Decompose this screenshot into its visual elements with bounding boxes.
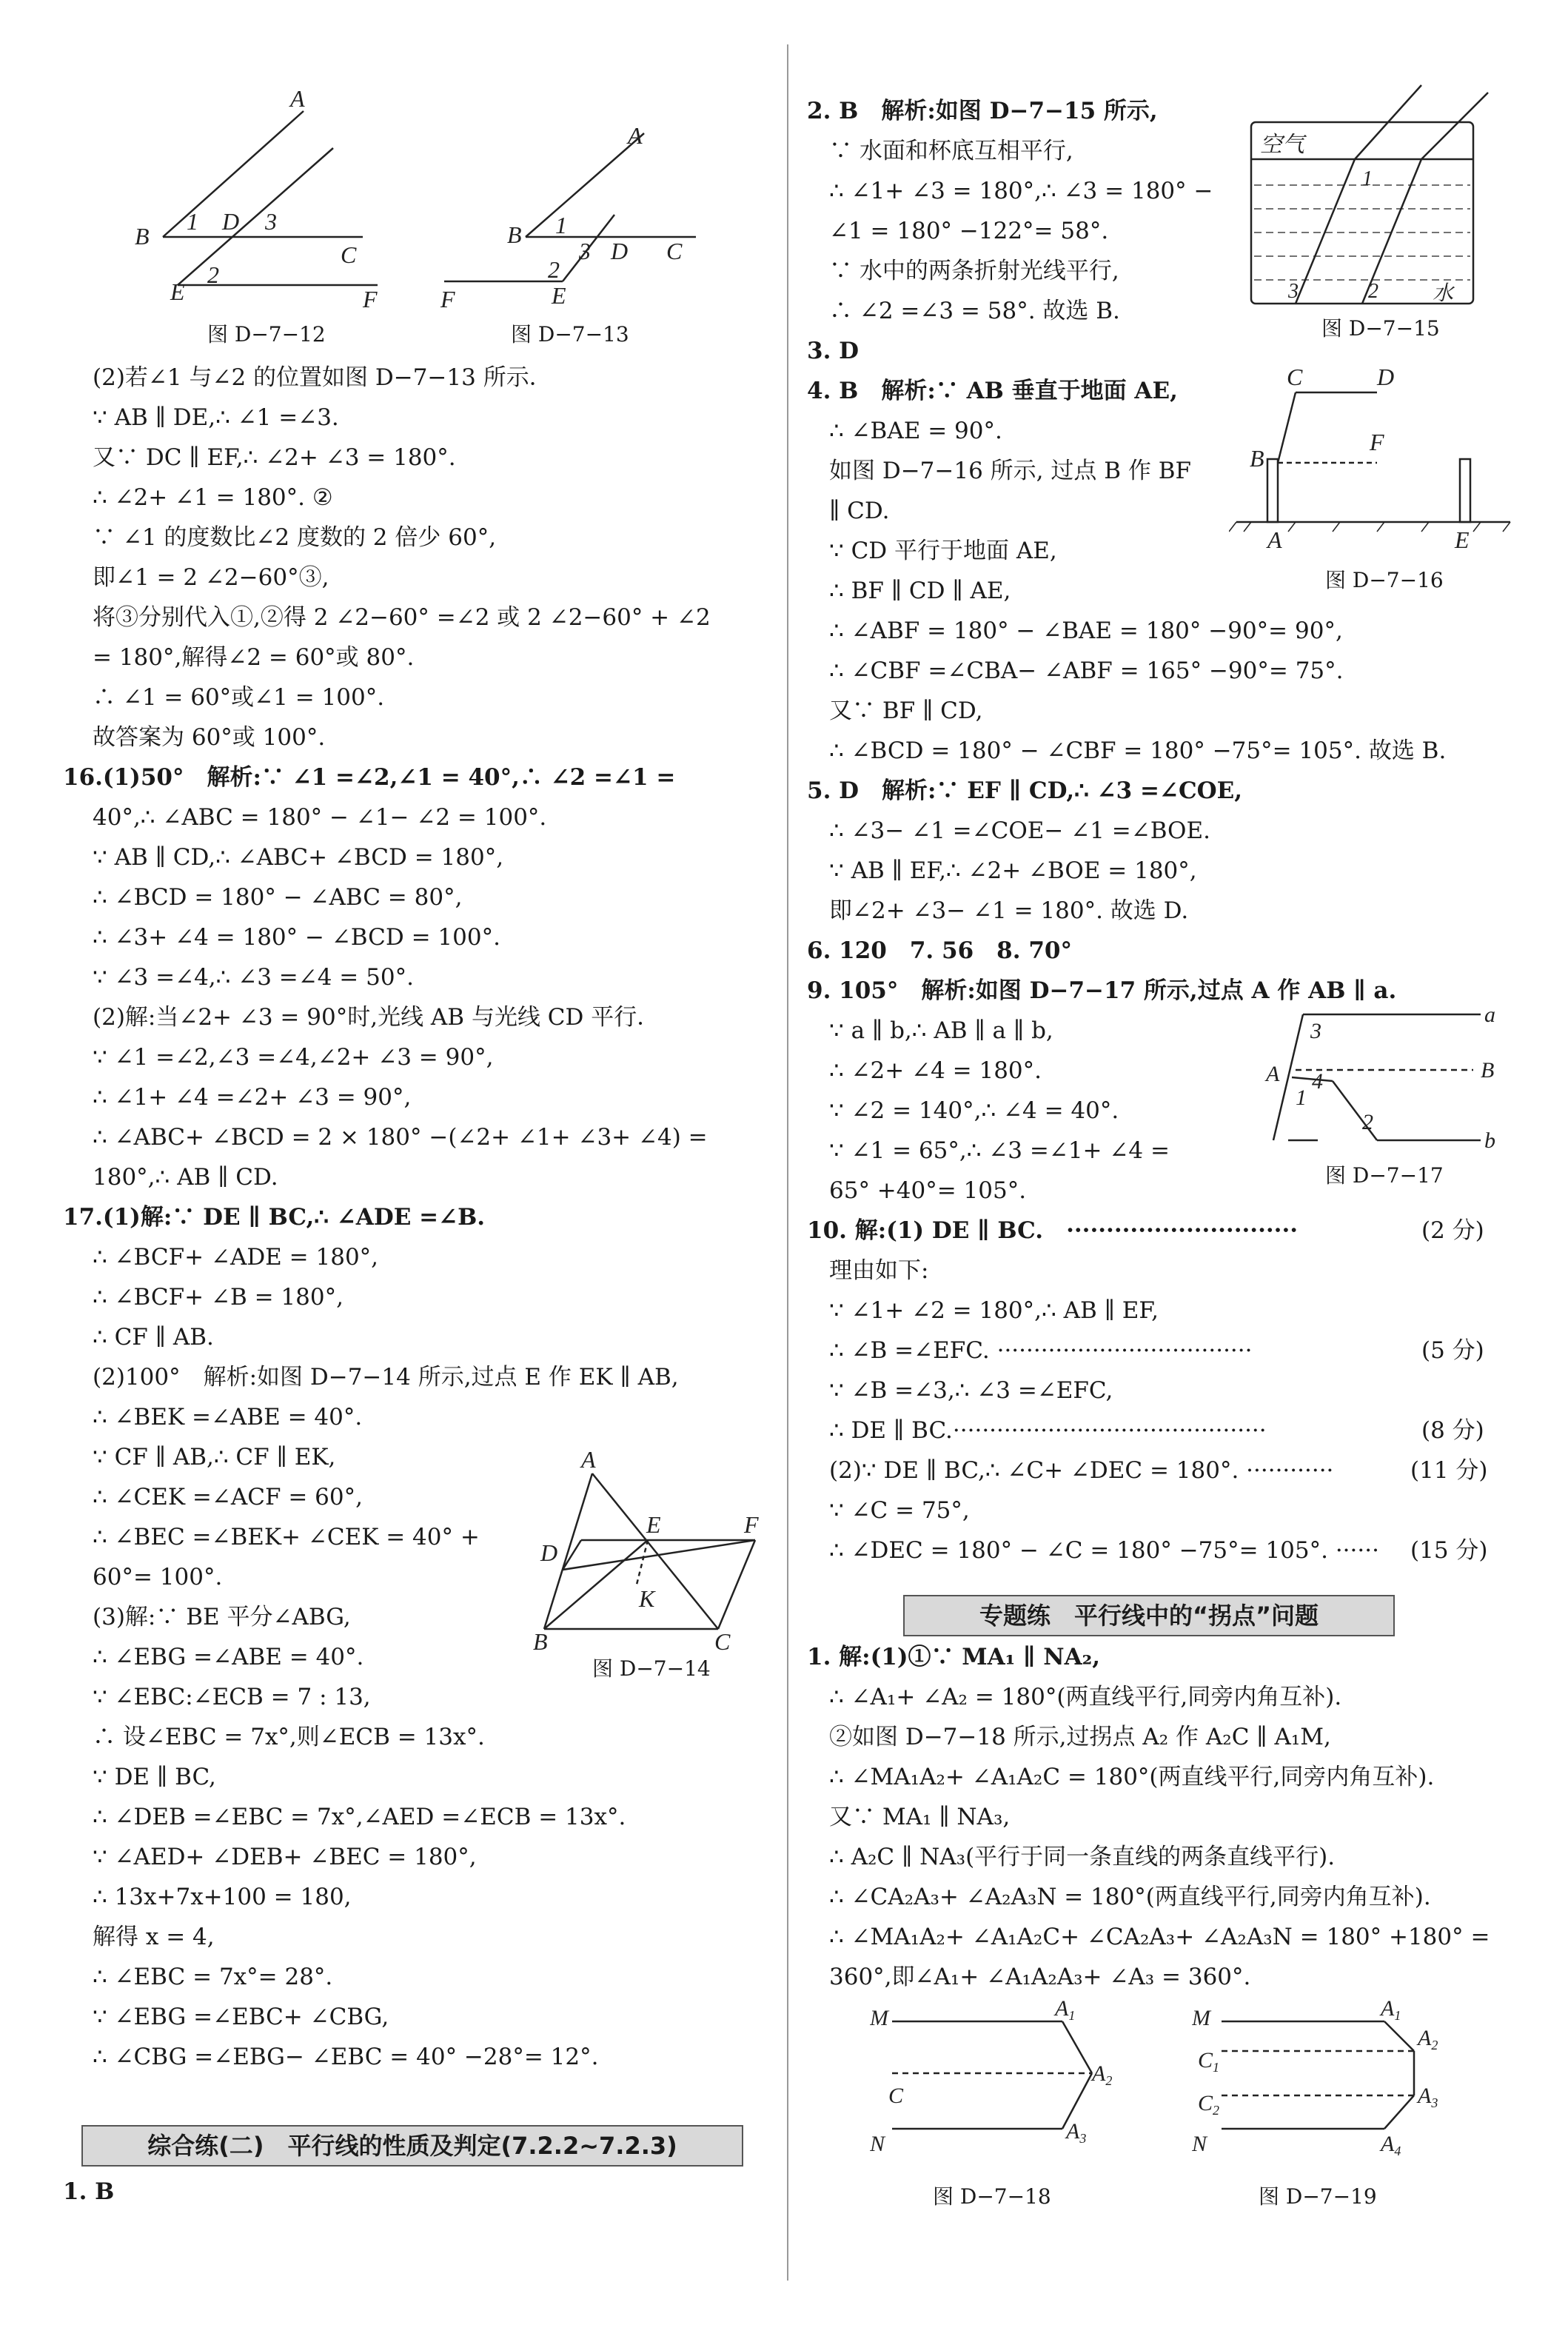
right-line: 又∵ BF ∥ CD, [829,697,983,724]
left-line: ∴ ∠BCD = 180° − ∠ABC = 80°, [93,884,463,911]
left-line: ∵ ∠EBC:∠ECB = 7 : 13, [93,1684,371,1710]
svg-text:F: F [440,286,455,312]
left-line: ∴ ∠BCF+ ∠B = 180°, [93,1284,344,1311]
svg-text:1: 1 [555,212,567,238]
right-line: ∴ ∠CA₂A₃+ ∠A₂A₃N = 180°(两直线平行,同旁内角互补). [829,1884,1431,1910]
right-line: ∵ a ∥ b,∴ AB ∥ a ∥ b, [829,1017,1053,1044]
figure-d-7-14 [529,1451,781,1651]
left-line: ∴ ∠EBC = 7x°= 28°. [93,1964,333,1990]
svg-text:D: D [1377,364,1395,390]
svg-text:A: A [290,89,305,112]
left-line: ∴ ∠1 = 60°或∠1 = 100°. [93,684,385,711]
left-line: ∵ AB ∥ DE,∴ ∠1 =∠3. [93,404,339,431]
svg-text:A: A [628,122,643,149]
figure-d-7-13 [437,118,703,318]
svg-text:B: B [1250,445,1264,472]
score-15: (15 分) [1410,1537,1488,1564]
right-line: 6. 120 7. 56 8. 70° [807,937,1072,964]
left-line: ∴ ∠ABC+ ∠BCD = 2 × 180° −(∠2+ ∠1+ ∠3+ ∠4) = [93,1124,708,1151]
svg-text:F: F [363,286,378,311]
svg-text:2: 2 [1362,1110,1373,1134]
svg-text:C2: $C_2$ [1198,2091,1220,2118]
svg-text:C: C [341,241,357,268]
right-line: 2. B 解析:如图 D−7−15 所示, [807,98,1158,124]
figure-d-7-17 [1259,992,1525,1155]
left-line: ∴ ∠CBG =∠EBG− ∠EBC = 40° −28°= 12°. [93,2044,599,2070]
svg-text:A1: $A_1$ [1381,1999,1401,2023]
left-line: ∴ ∠BEC =∠BEK+ ∠CEK = 40° + [93,1524,480,1550]
svg-text:A1: $A_1$ [1055,1999,1076,2023]
left-line: 17.(1)解:∵ DE ∥ BC,∴ ∠ADE =∠B. [63,1204,486,1231]
svg-text:K: K [639,1585,655,1612]
left-line: ∴ ∠BCF+ ∠ADE = 180°, [93,1244,379,1271]
right-line: ∥ CD. [829,498,890,524]
left-line: ∵ ∠AED+ ∠DEB+ ∠BEC = 180°, [93,1844,477,1870]
right-line: ∴ ∠1+ ∠3 = 180°,∴ ∠3 = 180° − [829,178,1213,204]
left-line: ∴ ∠DEB =∠EBC = 7x°,∠AED =∠ECB = 13x°. [93,1804,626,1830]
right-line: ∴ ∠CBF =∠CBA− ∠ABF = 165° −90°= 75°. [829,658,1344,684]
fig15-water-label: 水 [1433,282,1454,305]
svg-text:2: 2 [1368,280,1378,303]
left-line: 16.(1)50° 解析:∵ ∠1 =∠2,∠1 = 40°,∴ ∠2 =∠1 = [63,764,676,791]
svg-text:1: 1 [187,208,198,235]
svg-text:3: 3 [1288,280,1299,303]
svg-text:b: b [1484,1128,1495,1153]
right-line: ∴ ∠MA₁A₂+ ∠A₁A₂C+ ∠CA₂A₃+ ∠A₂A₃N = 180° +180° = [829,1924,1490,1950]
right-line: ∵ ∠1+ ∠2 = 180°,∴ AB ∥ EF, [829,1297,1159,1324]
left-line: ∴ 设∠EBC = 7x°,则∠ECB = 13x°. [93,1724,485,1750]
right-line: ∵ CD 平行于地面 AE, [829,538,1057,564]
right-line: ∵ ∠C = 75°, [829,1497,970,1524]
caption-d-7-12: 图 D−7−12 [207,322,326,347]
caption-d-7-18: 图 D−7−18 [933,2184,1051,2209]
section-banner-comprehensive: 综合练(二) 平行线的性质及判定(7.2.2~7.2.3) [81,2125,743,2167]
svg-text:E: E [170,278,185,305]
svg-text:B: B [507,221,522,248]
svg-text:2: 2 [207,261,219,288]
right-line: ②如图 D−7−18 所示,过拐点 A₂ 作 A₂C ∥ A₁M, [829,1724,1331,1750]
column-divider [787,44,788,2281]
right-line: ∵ 水中的两条折射光线平行, [829,258,1119,284]
left-line: ∵ ∠3 =∠4,∴ ∠3 =∠4 = 50°. [93,964,414,991]
figure-d-7-18 [870,1999,1122,2169]
svg-text:1: 1 [1296,1085,1307,1110]
svg-text:D: D [222,208,240,235]
svg-text:4: 4 [1312,1069,1323,1094]
right-line: ∴ ∠2 =∠3 = 58°. 故选 B. [829,298,1120,324]
left-line: ∵ ∠1 =∠2,∠3 =∠4,∠2+ ∠3 = 90°, [93,1044,494,1071]
score-2: (2 分) [1421,1217,1484,1244]
left-line: 将③分别代入①,②得 2 ∠2−60° =∠2 或 2 ∠2−60° + ∠2 [93,604,711,631]
left-line: ∴ ∠1+ ∠4 =∠2+ ∠3 = 90°, [93,1084,412,1111]
caption-d-7-16: 图 D−7−16 [1325,568,1444,592]
svg-text:C1: $C_1$ [1198,2048,1220,2075]
svg-text:B: B [533,1628,548,1651]
right-line: 即∠2+ ∠3− ∠1 = 180°. 故选 D. [829,897,1189,924]
right-line: 如图 D−7−16 所示, 过点 B 作 BF [829,458,1192,484]
left-line: ∴ ∠EBG =∠ABE = 40°. [93,1644,364,1670]
svg-text:C: C [666,238,683,264]
svg-text:D: D [540,1539,558,1566]
left-line: ∵ ∠EBG =∠EBC+ ∠CBG, [93,2004,389,2030]
svg-text:C: C [1287,364,1303,390]
svg-text:N: N [870,2132,885,2156]
svg-text:C: C [714,1628,731,1651]
left-line: (2)100° 解析:如图 D−7−14 所示,过点 E 作 EK ∥ AB, [93,1364,679,1391]
right-line: ∴ ∠MA₁A₂+ ∠A₁A₂C = 180°(两直线平行,同旁内角互补). [829,1764,1435,1790]
score-8: (8 分) [1421,1417,1484,1444]
right-line: 10. 解:(1) DE ∥ BC. ····························· [807,1217,1299,1244]
left-line: ∵ DE ∥ BC, [93,1764,216,1790]
svg-text:3: 3 [1310,1019,1321,1043]
svg-text:E: E [552,282,566,309]
svg-text:A: A [1267,526,1282,553]
svg-text:A: A [1266,1062,1280,1086]
left-last-answer: 1. B [63,2178,115,2205]
caption-d-7-19: 图 D−7−19 [1259,2184,1377,2209]
right-line: ∠1 = 180° −122°= 58°. [829,218,1109,244]
left-line: (2)若∠1 与∠2 的位置如图 D−7−13 所示． [93,364,552,391]
right-line: ∵ ∠1 = 65°,∴ ∠3 =∠1+ ∠4 = [829,1137,1170,1164]
left-line: = 180°,解得∠2 = 60°或 80°. [93,644,415,671]
right-line: 1. 解:(1)①∵ MA₁ ∥ NA₂, [807,1644,1100,1670]
svg-text:A2: $A_2$ [1092,2061,1113,2088]
right-line: ∴ DE ∥ BC.··········································· [829,1417,1267,1444]
right-line: ∵ AB ∥ EF,∴ ∠2+ ∠BOE = 180°, [829,857,1197,884]
right-line: ∴ ∠ABF = 180° − ∠BAE = 180° −90°= 90°, [829,618,1343,644]
right-line: ∵ ∠B =∠3,∴ ∠3 =∠EFC, [829,1377,1113,1404]
caption-d-7-13: 图 D−7−13 [511,322,629,347]
left-line: (3)解:∵ BE 平分∠ABG, [93,1604,351,1630]
left-line: (2)解:当∠2+ ∠3 = 90°时,光线 AB 与光线 CD 平行． [93,1004,660,1031]
svg-text:F: F [1370,429,1384,455]
svg-text:2: 2 [548,256,560,283]
right-line: 理由如下: [829,1257,929,1284]
left-line: ∴ ∠3+ ∠4 = 180° − ∠BCD = 100°. [93,924,500,951]
svg-text:A2: $A_2$ [1418,2026,1438,2052]
score-5: (5 分) [1421,1337,1484,1364]
svg-text:A3: $A_3$ [1418,2084,1438,2110]
right-line: 360°,即∠A₁+ ∠A₁A₂A₃+ ∠A₃ = 360°. [829,1964,1251,1990]
right-line: 又∵ MA₁ ∥ NA₃, [829,1804,1011,1830]
left-line: ∴ ∠BEK =∠ABE = 40°. [93,1404,363,1431]
right-line: ∴ ∠BCD = 180° − ∠CBF = 180° −75°= 105°. 故选 B. [829,737,1447,764]
left-line: 180°,∴ AB ∥ CD. [93,1164,278,1191]
svg-text:N: N [1192,2132,1207,2156]
left-line: 60°= 100°. [93,1564,223,1590]
svg-text:M: M [870,2006,888,2030]
left-line: 又∵ DC ∥ EF,∴ ∠2+ ∠3 = 180°. [93,444,456,471]
svg-text:3: 3 [265,208,277,235]
right-line: 5. D 解析:∵ EF ∥ CD,∴ ∠3 =∠COE, [807,777,1243,804]
left-line: ∵ ∠1 的度数比∠2 度数的 2 倍少 60°, [93,524,497,551]
right-line: ∴ A₂C ∥ NA₃(平行于同一条直线的两条直线平行). [829,1844,1336,1870]
svg-text:E: E [646,1511,661,1538]
right-line: ∵ ∠2 = 140°,∴ ∠4 = 40°. [829,1097,1119,1124]
caption-d-7-17: 图 D−7−17 [1325,1163,1444,1188]
figure-d-7-12 [126,89,392,311]
right-line: 4. B 解析:∵ AB 垂直于地面 AE, [807,378,1178,404]
right-line: ∴ BF ∥ CD ∥ AE, [829,578,1011,604]
svg-text:B: B [1481,1058,1495,1083]
svg-text:a: a [1484,1003,1495,1027]
caption-d-7-14: 图 D−7−14 [592,1656,711,1681]
right-line: 9. 105° 解析:如图 D−7−17 所示,过点 A 作 AB ∥ a. [807,977,1397,1004]
right-line: ∴ ∠2+ ∠4 = 180°. [829,1057,1042,1084]
svg-text:A4: $A_4$ [1381,2132,1401,2158]
left-line: ∴ ∠2+ ∠1 = 180°. ② [93,484,333,511]
right-line: (2)∵ DE ∥ BC,∴ ∠C+ ∠DEC = 180°. ············ [829,1457,1334,1484]
figure-d-7-16 [1229,363,1518,555]
figure-d-7-19 [1192,1999,1458,2169]
svg-text:C: C [888,2084,904,2108]
score-11: (11 分) [1410,1457,1488,1484]
svg-text:B: B [135,223,150,250]
svg-text:M: M [1192,2006,1210,2030]
svg-text:F: F [744,1511,759,1538]
left-line: ∴ ∠CEK =∠ACF = 60°, [93,1484,363,1510]
caption-d-7-15: 图 D−7−15 [1321,316,1440,341]
right-line: ∴ ∠DEC = 180° − ∠C = 180° −75°= 105°. ······ [829,1537,1379,1564]
left-line: ∵ AB ∥ CD,∴ ∠ABC+ ∠BCD = 180°, [93,844,504,871]
right-line: ∴ ∠B =∠EFC. ··································· [829,1337,1253,1364]
section-banner-special: 专题练 平行线中的“拐点”问题 [903,1595,1395,1636]
right-line: ∵ 水面和杯底互相平行, [829,138,1073,164]
svg-text:3: 3 [579,238,591,264]
left-line: ∴ CF ∥ AB. [93,1324,214,1351]
left-line: ∵ CF ∥ AB,∴ CF ∥ EK, [93,1444,336,1471]
right-line: ∴ ∠BAE = 90°. [829,418,1002,444]
left-line: 解得 x = 4, [93,1924,215,1950]
left-line: ∴ 13x+7x+100 = 180, [93,1884,352,1910]
figure-d-7-15 [1244,81,1525,311]
svg-text:1: 1 [1362,167,1373,190]
right-line: 65° +40°= 105°. [829,1177,1027,1204]
svg-text:A3: $A_3$ [1066,2119,1087,2146]
left-line: 即∠1 = 2 ∠2−60°③, [93,564,329,591]
svg-text:D: D [611,238,629,264]
right-line: ∴ ∠3− ∠1 =∠COE− ∠1 =∠BOE. [829,817,1210,844]
left-line: 40°,∴ ∠ABC = 180° − ∠1− ∠2 = 100°. [93,804,547,831]
left-line: 故答案为 60°或 100°. [93,724,326,751]
fig15-air-label: 空气 [1260,133,1304,157]
svg-text:A: A [581,1451,596,1473]
right-line: ∴ ∠A₁+ ∠A₂ = 180°(两直线平行,同旁内角互补). [829,1684,1342,1710]
right-line: 3. D [807,338,860,364]
svg-text:E: E [1455,526,1470,553]
